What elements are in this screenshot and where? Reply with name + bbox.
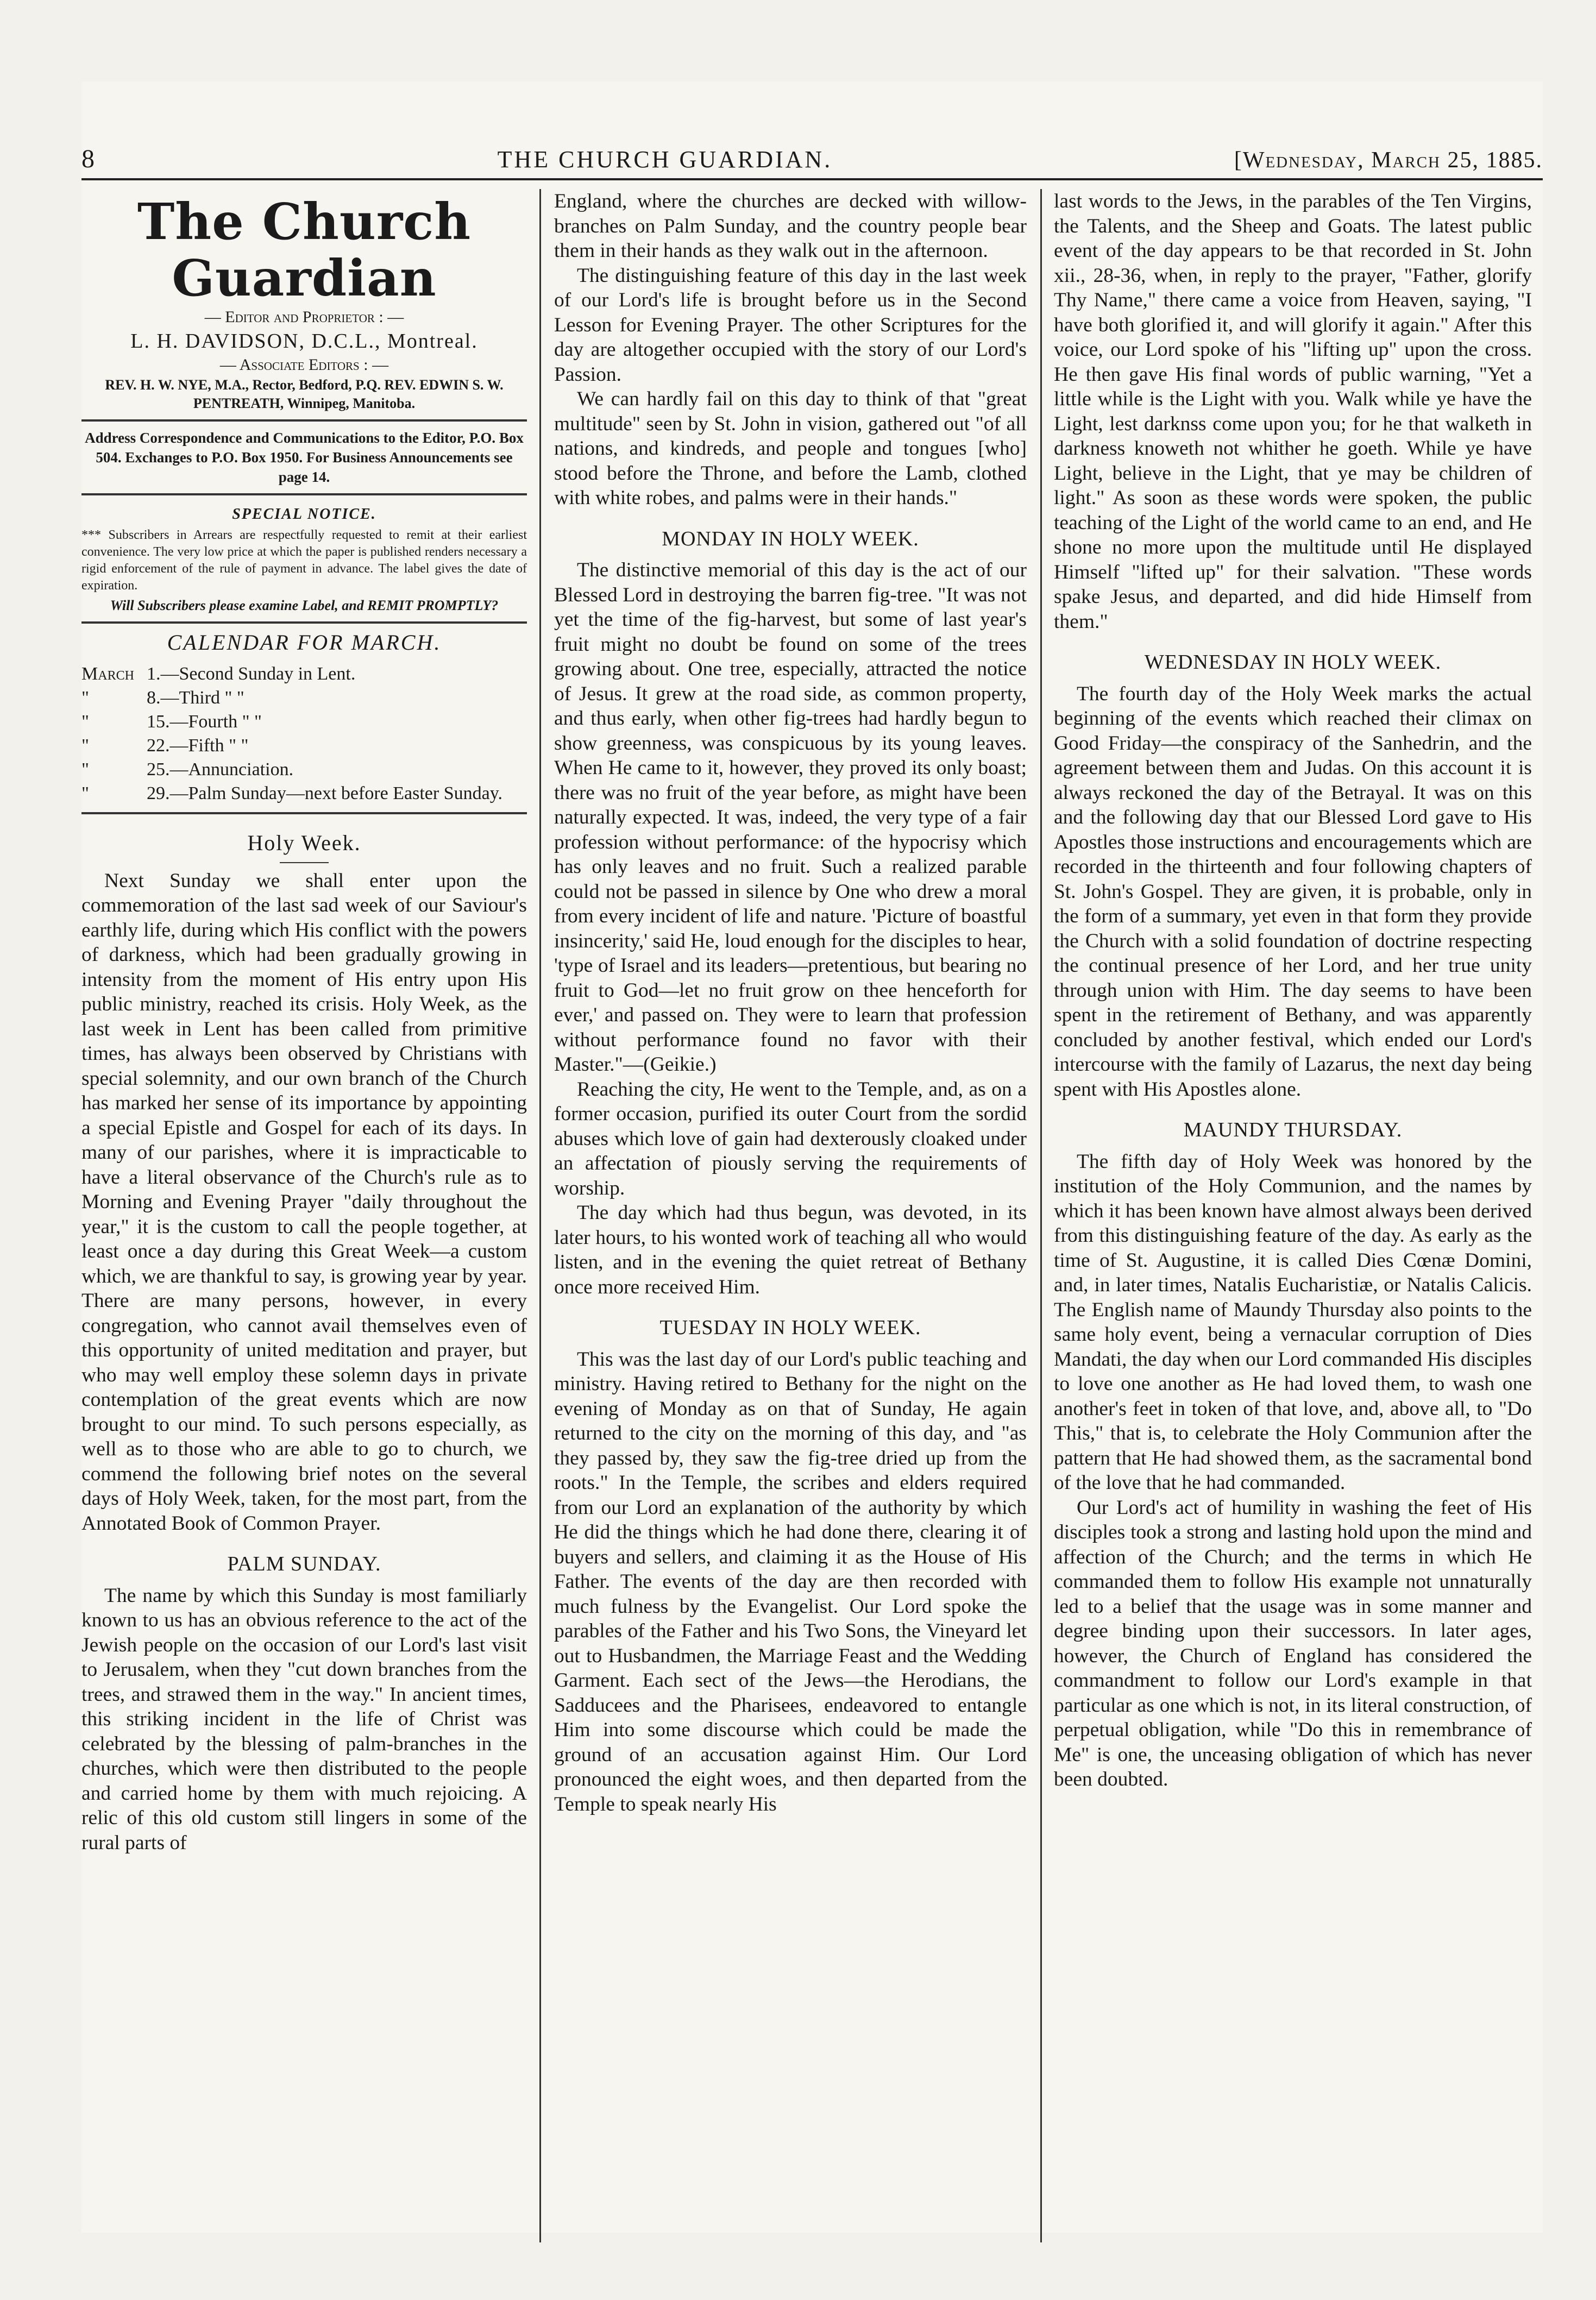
column-1 [81, 189, 527, 1855]
calendar-text: 29.—Palm Sunday—next before Easter Sunday. [147, 783, 502, 803]
associate-editors: REV. H. W. NYE, M.A., Rector, Bedford, P.Q. REV. EDWIN S. W. PENTREATH, Winnipeg, Manitoba. [105, 377, 504, 411]
calendar-entry [81, 782, 527, 806]
article-paragraph: The distinctive memorial of this day is the act of our Blessed Lord in destroying the barren fig-tree. "It was not yet the time of the fig-harvest, but some of last year's fruit might no doubt be found on some of the trees growing about. One tree, especially, attracted the notice of Jesus. It grew at the road side, as common property, and thus early, when other fig-trees had hardly begun to show greenness, was conspicuous by its young leaves. When He came to it, however, they proved its only boast; there was no fruit of the year before, as might have been naturally expected. It was, indeed, the very type of a fair profession without performance: of the hypocrisy which has only leaves and no fruit. Such a realized parable could not be passed in silence by One who drew a moral from every incident of life and nature. 'Picture of boastful insincerity,' said He, loud enough for the disciples to hear, 'type of Israel and its leaders—pretentious, but bearing no fruit to God—let no fruit grow on thee henceforth for ever,' and passed on. They were to learn that profession without performance found no favor with their Master."—(Geikie.) [554, 559, 1027, 1076]
article-paragraph: Next Sunday we shall enter upon the commemoration of the last sad week of our Saviour's earthly life, during which His conflict with the powers of darkness, which had been gradually growing in intensity from the moment of His entry upon His public ministry, reached its crisis. Holy Week, as the last week in Lent has been called from primitive times, has always been observed by Christians with special solemnity, and our own branch of the Church has marked her sense of its importance by appointing a special Epistle and Gospel for each of its days. In many of our parishes, where it is impracticable to have a literal observance of the Church's rule as to Morning and Evening Prayer "daily throughout the year," it is the custom to call the people together, at least once a day during this Great Week—a custom which, we are thankful to say, is growing year by year. There are many persons, however, in every congregation, who cannot avail themselves even of this opportunity of united meditation and prayer, but who may well employ these solemn days in private contemplation of the great events which are now brought to our mind. To such persons especially, as well as to those who are able to go to church, we commend the following brief notes on the several days of Holy Week, taken, for the most part, from the Annotated Book of Common Prayer. [81, 869, 527, 1535]
header-rule [81, 178, 1543, 180]
article-title: Holy Week. [247, 831, 361, 855]
column-2 [554, 189, 1027, 1817]
column-rule [539, 189, 541, 2242]
calendar-entry [81, 662, 527, 686]
calendar-month: " [81, 783, 89, 803]
palm-sunday-title: PALM SUNDAY. [227, 1553, 381, 1575]
article-paragraph: The day which had thus begun, was devoted, in its later hours, to his wonted work of teaching all who would listen, and in the evening the quiet retreat of Bethany once more received Him. [554, 1202, 1027, 1298]
page-number: 8 [81, 144, 96, 173]
calendar-month: March [81, 664, 134, 684]
running-title: THE CHURCH GUARDIAN. [497, 146, 833, 173]
article-paragraph: The name by which this Sunday is most familiarly known to us has an obvious reference to the act of the Jewish people on the occasion of our Lord's last visit to Jerusalem, when they "cut down branches from the trees, and strawed them in the way." In ancient times, this striking incident in the life of Christ was celebrated by the blessing of palm-branches in the churches, which were then distributed to the people and carried home by them with much rejoicing. A relic of this old custom still lingers in some of the rural parts of [81, 1584, 527, 1854]
address-notice: Address Correspondence and Communications to the Editor, P.O. Box 504. Exchanges to P.O. Box 1950. For Business Announcements see page 14. [85, 430, 524, 485]
article-paragraph: This was the last day of our Lord's public teaching and ministry. Having retired to Bethany for the night on the evening of Monday as on that of Sunday, He again returned to the city on the morning of this day, and "as they passed by, they saw the fig-tree dried up from the roots." In the Temple, the scribes and elders required from our Lord an explanation of the authority by which He did the things which he had done there, clearing it of buyers and sellers, and claiming it as the House of His Father. The events of the day are then recorded with much fulness by the Evangelist. Our Lord spoke the parables of the Father and his Two Sons, the Vineyard let out to Husbandmen, the Marriage Feast and the Wedding Garment. Each sect of the Jews—the Herodians, the Sadducees and the Pharisees, endeavored to entangle Him into some discourse which could be made the ground of an accusation against Him. Our Lord pronounced the eight woes, and then departed from the Temple to speak nearly His [554, 1348, 1027, 1815]
calendar-text: 22.—Fifth " " [147, 736, 249, 756]
calendar-entry [81, 734, 527, 758]
monday-title: MONDAY IN HOLY WEEK. [662, 527, 919, 550]
article-paragraph: Reaching the city, He went to the Temple, and, as on a former occasion, purified its outer Court from the sordid abuses which love of gain had dexterously cloaked under an affectation of piously serving the requirements of worship. [554, 1078, 1027, 1199]
calendar-text: 1.—Second Sunday in Lent. [147, 664, 356, 684]
article-paragraph: last words to the Jews, in the parables of the Ten Virgins, the Talents, and the Sheep and Goats. The latest public event of the day appears to be that recorded in St. John xii., 28-36, when, in reply to the prayer, "Father, glorify Thy Name," there came a voice from Heaven, saying, "I have both glorified it, and will glorify it again." After this voice, our Lord spoke of his "lifting up" upon the cross. He then gave His final words of public warning, "Yet a little while is the Light with you. Walk while ye have the Light, lest darknss come upon you; for he that walketh in darkness knoweth not whither he goeth. While ye have Light, believe in the Light, that ye may be children of light." As soon as these words were spoken, the public teaching of the Light of the world came to an end, and He shone no more upon the multitude until He displayed Himself "lifted up" for their salvation. "These words spake Jesus, and departed, and did hide Himself from them." [1054, 190, 1532, 633]
article-paragraph: The fourth day of the Holy Week marks the actual beginning of the events which reached their climax on Good Friday—the conspiracy of the Sanhedrin, and the agreement between them and Judas. On this account it is always reckoned the day of the Betrayal. It was on this and the following day that our Blessed Lord gave to His Apostles those instructions and encouragements which are recorded in the thirteenth and four following chapters of St. John's Gospel. They are given, it is probable, only in the form of a summary, yet even in that form they provide the Church with a solid foundation of doctrine respecting the continual presence of her Lord, and her true unity through union with Him. The day seems to have been spent in the retirement of Bethany, and was apparently concluded by another festival, which ended our Lord's intercourse with the family of Lazarus, the next day being spent with His Apostles alone. [1054, 682, 1532, 1101]
newspaper-page [81, 81, 1543, 2233]
tuesday-title: TUESDAY IN HOLY WEEK. [659, 1316, 921, 1339]
calendar-text: 25.—Annunciation. [147, 759, 294, 780]
title-rule [280, 862, 329, 863]
article-paragraph: Our Lord's act of humility in washing the feet of His disciples took a strong and lasting hold upon the mind and affection of the Church; and the terms in which He commanded them to follow His example not unnaturally led to a belief that the usage was in some manner and degree binding upon their successors. In later ages, however, the Church of England has considered the commandment to follow our Lord's example in that particular as one which is not, in its literal construction, of perpetual obligation, while "Do this in remembrance of Me" is one, the unceasing obligation of which has never been doubted. [1054, 1496, 1532, 1790]
special-notice-emphasis: Will Subscribers please examine Label, and REMIT PROMPTLY? [110, 597, 499, 613]
issue-date: [Wednesday, March 25, 1885. [1234, 148, 1543, 173]
calendar-month: " [81, 736, 89, 756]
divider [81, 419, 527, 422]
associate-label: — Associate Editors : — [219, 356, 389, 374]
calendar-month: " [81, 759, 89, 780]
column-rule [1040, 189, 1042, 2242]
calendar-text: 8.—Third " " [147, 688, 244, 708]
calendar-title: CALENDAR FOR MARCH. [167, 630, 442, 655]
editor-name: L. H. DAVIDSON, D.C.L., Montreal. [130, 330, 478, 353]
calendar-month: " [81, 712, 89, 732]
special-notice-body: *** Subscribers in Arrears are respectfully requested to remit at their earliest convenience. The very low price at which the paper is published renders necessary a rigid enforcement of the rule of payment in advance. The label gives the date of expiration. [81, 527, 527, 593]
divider [81, 493, 527, 495]
article-paragraph: We can hardly fail on this day to think of that "great multitude" seen by St. John in vision, gathered out "of all nations, and kindreds, and people and tongues [who] stood before the Throne, and before the Lamb, clothed with white robes, and palms were in their hands." [554, 388, 1027, 509]
calendar-month: " [81, 688, 89, 708]
special-notice-title: SPECIAL NOTICE. [232, 506, 376, 523]
calendar-text: 15.—Fourth " " [147, 712, 262, 732]
calendar-entry [81, 758, 527, 782]
article-paragraph: The fifth day of Holy Week was honored by the institution of the Holy Communion, and the names by which it has been known have almost always been derived from this distinguishing feature of the day. As early as the time of St. Augustine, it is called Dies Cœnæ Domini, and, in later times, Natalis Eucharistiæ, or Natalis Calicis. The English name of Maundy Thursday also points to the same holy event, being a vernacular corruption of Dies Mandati, the day when our Lord commanded His disciples to love one another as He had loved them, to wash one another's feet in token of that love, and, above all, to "Do This," that is, to celebrate the Holy Communion after the pattern that He had showed them, as the sacramental bond of the love that he had commanded. [1054, 1150, 1532, 1494]
column-3 [1054, 189, 1532, 1792]
thursday-title: MAUNDY THURSDAY. [1183, 1118, 1403, 1141]
divider [81, 621, 527, 624]
article-paragraph: The distinguishing feature of this day in the last week of our Lord's life is brought before us in the Second Lesson for Evening Prayer. The other Scriptures for the day are altogether occupied with the story of our Lord's Passion. [554, 264, 1027, 386]
running-header [81, 144, 1543, 174]
divider [81, 812, 527, 814]
calendar-entry [81, 710, 527, 734]
calendar-entry [81, 686, 527, 710]
article-paragraph: England, where the churches are decked with willow-branches on Palm Sunday, and the country people bear them in their hands as they walk out in the afternoon. [554, 190, 1027, 262]
masthead-title: The Church Guardian [137, 192, 472, 307]
wednesday-title: WEDNESDAY IN HOLY WEEK. [1144, 651, 1442, 674]
editor-label: — Editor and Proprietor : — [204, 308, 404, 326]
